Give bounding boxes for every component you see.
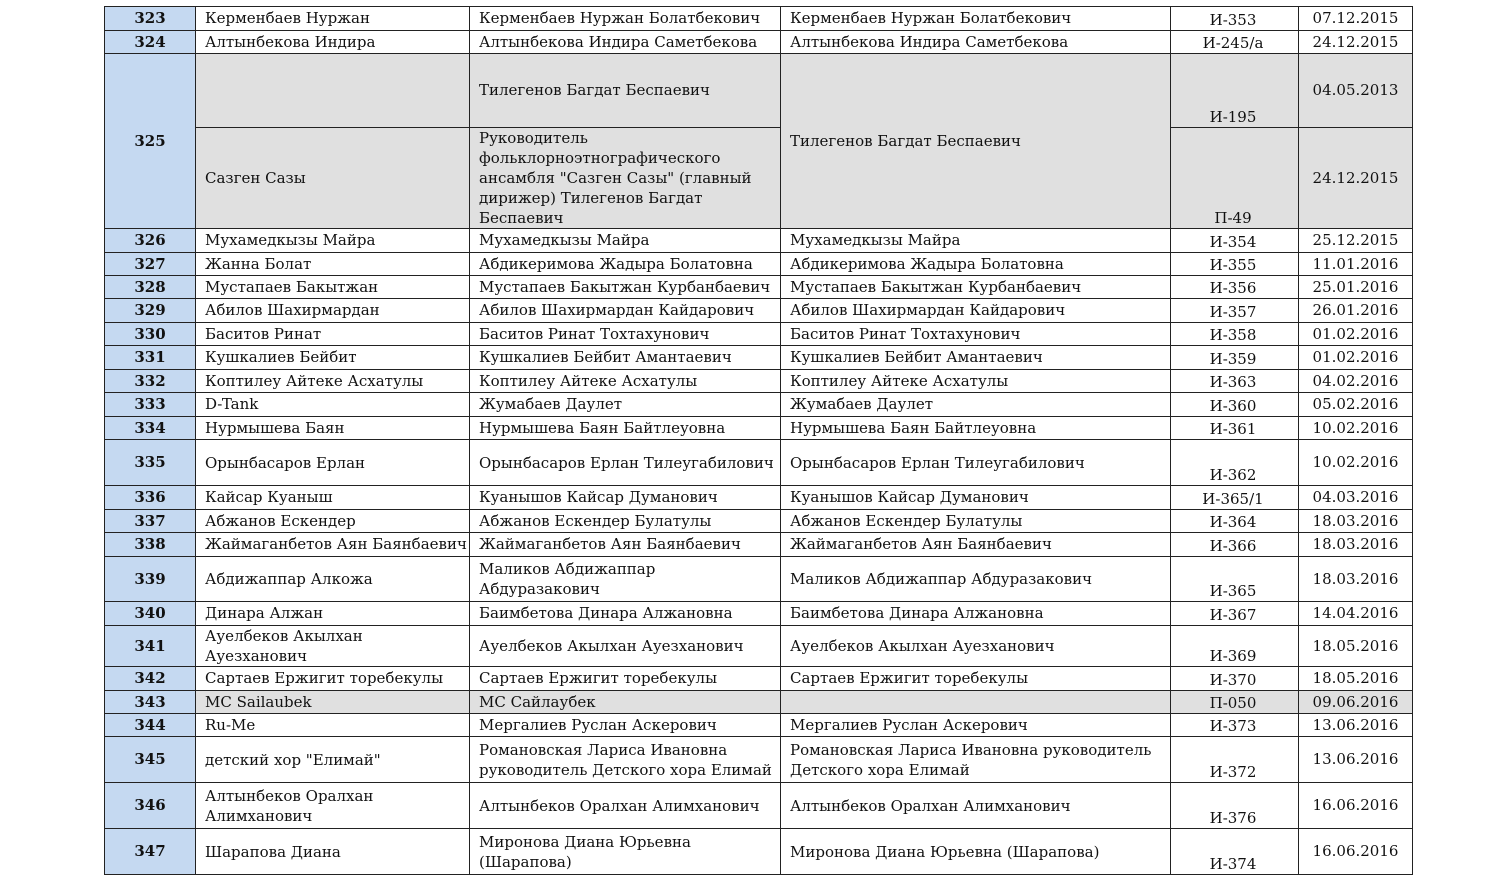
- author-cell: Жаймаганбетов Аян Баянбаевич: [781, 533, 1171, 557]
- registration-code: И-354: [1171, 229, 1299, 253]
- registration-date: 25.12.2015: [1299, 229, 1413, 253]
- registration-date: 10.02.2016: [1299, 440, 1413, 486]
- row-number: 325: [105, 54, 196, 229]
- registration-date: 14.04.2016: [1299, 602, 1413, 626]
- table-row: [105, 533, 1413, 557]
- registration-date: 18.03.2016: [1299, 557, 1413, 602]
- applicant-cell: Баимбетова Динара Алжановна: [470, 602, 781, 626]
- registration-date: 04.02.2016: [1299, 370, 1413, 393]
- name-cell: [196, 54, 470, 128]
- name-cell: Ru-Me: [196, 714, 470, 737]
- name-cell: Мустапаев Бакытжан: [196, 276, 470, 299]
- registration-code: И-362: [1171, 440, 1299, 486]
- name-cell: Динара Алжан: [196, 602, 470, 626]
- row-number: 341: [105, 626, 196, 667]
- registration-code: И-364: [1171, 510, 1299, 533]
- applicant-cell: Руководитель фольклорноэтнографического ансамбля "Сазген Сазы" (главный дирижер) Тилегенов Багдат Беспаевич: [470, 128, 781, 229]
- registration-date: 13.06.2016: [1299, 737, 1413, 783]
- author-cell: Орынбасаров Ерлан Тилеугабилович: [781, 440, 1171, 486]
- table-row: [105, 486, 1413, 510]
- registration-code: И-363: [1171, 370, 1299, 393]
- row-number: 343: [105, 691, 196, 714]
- row-number: 326: [105, 229, 196, 253]
- registration-date: 24.12.2015: [1299, 128, 1413, 229]
- row-number: 345: [105, 737, 196, 783]
- author-cell: Абжанов Ескендер Булатулы: [781, 510, 1171, 533]
- row-number: 347: [105, 829, 196, 875]
- applicant-cell: Жаймаганбетов Аян Баянбаевич: [470, 533, 781, 557]
- applicant-cell: Нурмышева Баян Байтлеуовна: [470, 417, 781, 440]
- name-cell: Коптилеу Айтеке Асхатулы: [196, 370, 470, 393]
- registration-code: И-357: [1171, 299, 1299, 323]
- registration-code: И-195: [1171, 54, 1299, 128]
- row-number: 342: [105, 667, 196, 691]
- row-number: 335: [105, 440, 196, 486]
- table-row: [105, 557, 1413, 602]
- registration-date: 01.02.2016: [1299, 323, 1413, 346]
- registration-code: И-360: [1171, 393, 1299, 417]
- author-cell: Мухамедкызы Майра: [781, 229, 1171, 253]
- registration-date: 10.02.2016: [1299, 417, 1413, 440]
- registration-date: 04.05.2013: [1299, 54, 1413, 128]
- registration-code: И-361: [1171, 417, 1299, 440]
- applicant-cell: Куанышов Кайсар Думанович: [470, 486, 781, 510]
- row-number: 346: [105, 783, 196, 829]
- table-row: [105, 626, 1413, 667]
- applicant-cell: Сартаев Ержигит торебекулы: [470, 667, 781, 691]
- table-row: [105, 714, 1413, 737]
- name-cell: Абдижаппар Алкожа: [196, 557, 470, 602]
- name-cell: Абилов Шахирмардан: [196, 299, 470, 323]
- registration-code: П-49: [1171, 128, 1299, 229]
- row-number: 323: [105, 7, 196, 31]
- registration-code: И-245/а: [1171, 31, 1299, 54]
- author-cell: Баимбетова Динара Алжановна: [781, 602, 1171, 626]
- applicant-cell: Абжанов Ескендер Булатулы: [470, 510, 781, 533]
- registration-date: 24.12.2015: [1299, 31, 1413, 54]
- table-row: [105, 276, 1413, 299]
- name-cell: Орынбасаров Ерлан: [196, 440, 470, 486]
- author-cell: Ауелбеков Акылхан Ауезханович: [781, 626, 1171, 667]
- registration-date: 13.06.2016: [1299, 714, 1413, 737]
- name-cell: Абжанов Ескендер: [196, 510, 470, 533]
- name-cell: MC Sailaubek: [196, 691, 470, 714]
- row-number: 328: [105, 276, 196, 299]
- registration-code: И-365/1: [1171, 486, 1299, 510]
- author-cell: Керменбаев Нуржан Болатбекович: [781, 7, 1171, 31]
- table-row: [105, 229, 1413, 253]
- registration-date: 04.03.2016: [1299, 486, 1413, 510]
- registration-code: П-050: [1171, 691, 1299, 714]
- registration-date: 26.01.2016: [1299, 299, 1413, 323]
- table-row: [105, 393, 1413, 417]
- author-cell: Мергалиев Руслан Аскерович: [781, 714, 1171, 737]
- name-cell: детский хор "Елимай": [196, 737, 470, 783]
- name-cell: Баситов Ринат: [196, 323, 470, 346]
- registration-date: 16.06.2016: [1299, 783, 1413, 829]
- registration-date: 18.03.2016: [1299, 510, 1413, 533]
- table-row: [105, 128, 1413, 229]
- name-cell: Мухамедкызы Майра: [196, 229, 470, 253]
- registration-code: И-367: [1171, 602, 1299, 626]
- table-row: [105, 346, 1413, 370]
- name-cell: Шарапова Диана: [196, 829, 470, 875]
- name-cell: Алтынбекова Индира: [196, 31, 470, 54]
- registry-table-body: [105, 7, 1413, 875]
- author-cell: Сартаев Ержигит торебекулы: [781, 667, 1171, 691]
- applicant-cell: Мергалиев Руслан Аскерович: [470, 714, 781, 737]
- author-cell: Кушкалиев Бейбит Амантаевич: [781, 346, 1171, 370]
- row-number: 331: [105, 346, 196, 370]
- name-cell: Алтынбеков Оралхан Алимханович: [196, 783, 470, 829]
- registration-code: И-356: [1171, 276, 1299, 299]
- table-row: [105, 737, 1413, 783]
- applicant-cell: Романовская Лариса Ивановна руководитель Детского хора Елимай: [470, 737, 781, 783]
- row-number: 337: [105, 510, 196, 533]
- applicant-cell: МС Сайлаубек: [470, 691, 781, 714]
- registration-code: И-373: [1171, 714, 1299, 737]
- applicant-cell: Тилегенов Багдат Беспаевич: [470, 54, 781, 128]
- author-cell: Коптилеу Айтеке Асхатулы: [781, 370, 1171, 393]
- author-cell: Маликов Абдижаппар Абдуразакович: [781, 557, 1171, 602]
- table-row: [105, 440, 1413, 486]
- row-number: 333: [105, 393, 196, 417]
- table-row: [105, 829, 1413, 875]
- table-row: [105, 253, 1413, 276]
- registration-code: И-372: [1171, 737, 1299, 783]
- applicant-cell: Коптилеу Айтеке Асхатулы: [470, 370, 781, 393]
- author-cell: Алтынбеков Оралхан Алимханович: [781, 783, 1171, 829]
- registration-code: И-353: [1171, 7, 1299, 31]
- author-cell: Мустапаев Бакытжан Курбанбаевич: [781, 276, 1171, 299]
- name-cell: Жанна Болат: [196, 253, 470, 276]
- applicant-cell: Мухамедкызы Майра: [470, 229, 781, 253]
- name-cell: Сазген Сазы: [196, 128, 470, 229]
- row-number: 329: [105, 299, 196, 323]
- applicant-cell: Абилов Шахирмардан Кайдарович: [470, 299, 781, 323]
- author-cell: Жумабаев Даулет: [781, 393, 1171, 417]
- registration-code: И-369: [1171, 626, 1299, 667]
- name-cell: Жаймаганбетов Аян Баянбаевич: [196, 533, 470, 557]
- registration-code: И-366: [1171, 533, 1299, 557]
- author-cell: Абдикеримова Жадыра Болатовна: [781, 253, 1171, 276]
- author-cell: Нурмышева Баян Байтлеуовна: [781, 417, 1171, 440]
- row-number: 324: [105, 31, 196, 54]
- name-cell: Кайсар Куаныш: [196, 486, 470, 510]
- row-number: 334: [105, 417, 196, 440]
- table-row: [105, 370, 1413, 393]
- row-number: 338: [105, 533, 196, 557]
- applicant-cell: Мустапаев Бакытжан Курбанбаевич: [470, 276, 781, 299]
- author-cell: Романовская Лариса Ивановна руководитель Детского хора Елимай: [781, 737, 1171, 783]
- name-cell: Ауелбеков Акылхан Ауезханович: [196, 626, 470, 667]
- registration-code: И-376: [1171, 783, 1299, 829]
- registration-date: 01.02.2016: [1299, 346, 1413, 370]
- author-cell: Куанышов Кайсар Думанович: [781, 486, 1171, 510]
- table-row: [105, 7, 1413, 31]
- applicant-cell: Баситов Ринат Тохтахунович: [470, 323, 781, 346]
- author-cell: Алтынбекова Индира Саметбекова: [781, 31, 1171, 54]
- registration-date: 18.05.2016: [1299, 626, 1413, 667]
- registration-date: 07.12.2015: [1299, 7, 1413, 31]
- table-row: [105, 691, 1413, 714]
- registration-date: 05.02.2016: [1299, 393, 1413, 417]
- row-number: 344: [105, 714, 196, 737]
- author-cell: Баситов Ринат Тохтахунович: [781, 323, 1171, 346]
- applicant-cell: Кушкалиев Бейбит Амантаевич: [470, 346, 781, 370]
- registration-code: И-358: [1171, 323, 1299, 346]
- table-row: [105, 510, 1413, 533]
- applicant-cell: Алтынбекова Индира Саметбекова: [470, 31, 781, 54]
- registration-code: И-370: [1171, 667, 1299, 691]
- registry-table: [104, 6, 1413, 875]
- registration-date: 18.05.2016: [1299, 667, 1413, 691]
- applicant-cell: Жумабаев Даулет: [470, 393, 781, 417]
- author-cell: Миронова Диана Юрьевна (Шарапова): [781, 829, 1171, 875]
- registration-date: 11.01.2016: [1299, 253, 1413, 276]
- table-row: [105, 417, 1413, 440]
- name-cell: Керменбаев Нуржан: [196, 7, 470, 31]
- applicant-cell: Абдикеримова Жадыра Болатовна: [470, 253, 781, 276]
- registration-code: И-355: [1171, 253, 1299, 276]
- name-cell: D-Tank: [196, 393, 470, 417]
- registration-code: И-365: [1171, 557, 1299, 602]
- applicant-cell: Орынбасаров Ерлан Тилеугабилович: [470, 440, 781, 486]
- row-number: 332: [105, 370, 196, 393]
- table-row: [105, 54, 1413, 128]
- name-cell: Сартаев Ержигит торебекулы: [196, 667, 470, 691]
- author-cell: Тилегенов Багдат Беспаевич: [781, 54, 1171, 229]
- table-row: [105, 323, 1413, 346]
- author-cell: Абилов Шахирмардан Кайдарович: [781, 299, 1171, 323]
- table-row: [105, 783, 1413, 829]
- author-cell: [781, 691, 1171, 714]
- applicant-cell: Алтынбеков Оралхан Алимханович: [470, 783, 781, 829]
- row-number: 336: [105, 486, 196, 510]
- table-row: [105, 667, 1413, 691]
- row-number: 330: [105, 323, 196, 346]
- applicant-cell: Миронова Диана Юрьевна (Шарапова): [470, 829, 781, 875]
- applicant-cell: Керменбаев Нуржан Болатбекович: [470, 7, 781, 31]
- applicant-cell: Ауелбеков Акылхан Ауезханович: [470, 626, 781, 667]
- table-row: [105, 602, 1413, 626]
- registration-date: 16.06.2016: [1299, 829, 1413, 875]
- table-row: [105, 31, 1413, 54]
- applicant-cell: Маликов Абдижаппар Абдуразакович: [470, 557, 781, 602]
- name-cell: Нурмышева Баян: [196, 417, 470, 440]
- row-number: 340: [105, 602, 196, 626]
- name-cell: Кушкалиев Бейбит: [196, 346, 470, 370]
- table-row: [105, 299, 1413, 323]
- registration-date: 18.03.2016: [1299, 533, 1413, 557]
- registration-code: И-374: [1171, 829, 1299, 875]
- registration-date: 25.01.2016: [1299, 276, 1413, 299]
- row-number: 327: [105, 253, 196, 276]
- row-number: 339: [105, 557, 196, 602]
- registration-date: 09.06.2016: [1299, 691, 1413, 714]
- registration-code: И-359: [1171, 346, 1299, 370]
